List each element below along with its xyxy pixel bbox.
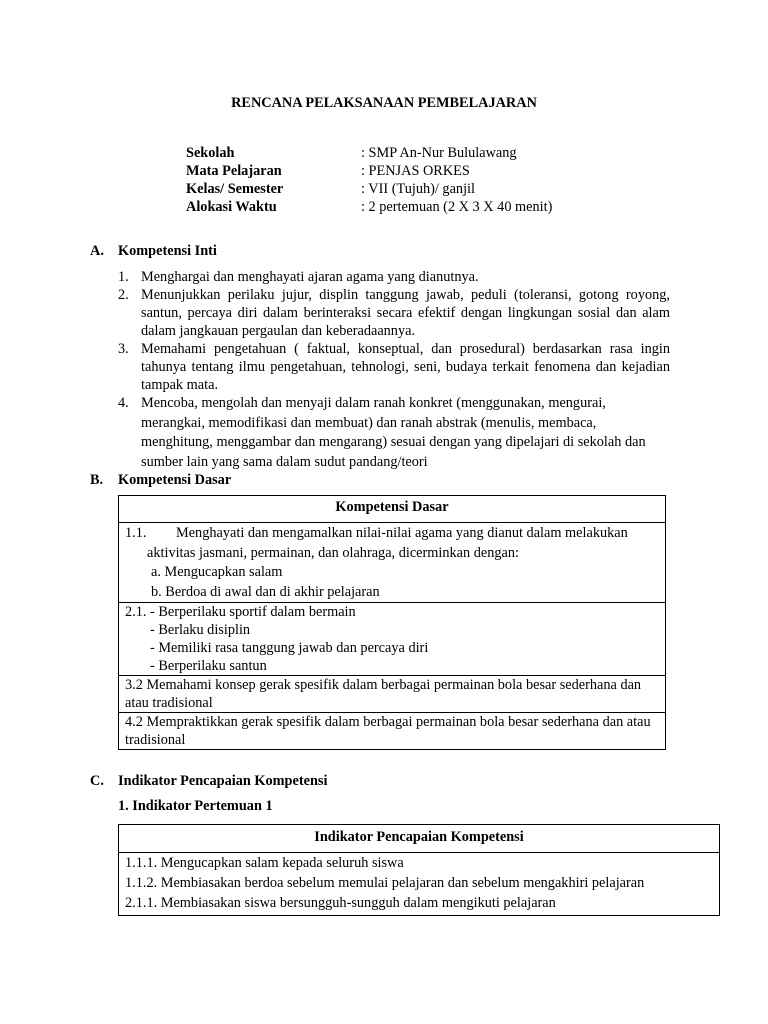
indicator-item: 2.1.1. Membiasakan siswa bersungguh-sungguh dalam mengikuti pelajaran [125,895,556,911]
indikator-table [118,824,720,916]
kd-subitem-b: b. Berdoa di awal dan di akhir pelajaran [151,583,380,600]
list-number: 3. [118,341,129,357]
identity-row-school [186,144,552,162]
kd-cell-1 [119,523,666,603]
kd-2-line: 2.1. - Berperilaku sportif dalam bermain [125,604,356,620]
kd-2-line: - Memiliki rasa tanggung jawab dan percaya diri [150,640,429,656]
list-text: Mencoba, mengolah dan menyaji dalam ranah konkret (menggunakan, mengurai, merangkai, memodifikasi dan membuat) dan ranah abstrak (menulis, membaca, menghitung, menggambar dan mengarang) sesuai dengan yang dipelajari di sekolah dan sumber lain yang sama dalam sudut pandang/teori [141,395,646,470]
list-item [118,286,670,340]
kd-continuation: aktivitas jasmani, permainan, dan olahraga, dicerminkan dengan: [147,544,519,561]
identity-row-subject [186,162,552,180]
table-header: Kompetensi Dasar [119,496,666,523]
table-header: Indikator Pencapaian Kompetensi [119,825,720,853]
table-row [119,713,666,750]
identity-label: Mata Pelajaran [186,163,282,179]
kd-2-line: - Berlaku disiplin [150,622,251,638]
indicator-item: 1.1.1. Mengucapkan salam kepada seluruh siswa [125,855,404,871]
identity-row-class [186,180,552,198]
identity-value: : PENJAS ORKES [361,163,470,179]
list-number: 4. [118,395,129,411]
identity-label: Sekolah [186,145,235,161]
identity-value: : 2 pertemuan (2 X 3 X 40 menit) [361,199,553,215]
identity-value: : SMP An-Nur Bululawang [361,145,517,161]
kd-text: Menghayati dan mengamalkan nilai-nilai agama yang dianut dalam melakukan [176,525,628,541]
kd-1-line [125,524,659,544]
list-item [118,268,670,286]
kd-subitem-a: a. Mengucapkan salam [151,564,283,580]
kd-cell-3: 3.2 Memahami konsep gerak spesifik dalam berbagai permainan bola besar sederhana dan atau tradisional [119,676,666,713]
indicator-subheading: 1. Indikator Pertemuan 1 [118,798,273,814]
list-text: Menunjukkan perilaku jujur, displin tanggung jawab, peduli (toleransi, gotong royong, santun, percaya diri dalam berinteraksi secara efektif dengan lingkungan sosial dan alam dalam jangkauan pergaulan dan keberadaannya. [141,287,670,339]
kompetensi-inti-list [118,268,670,472]
section-title: Kompetensi Dasar [118,472,232,488]
identity-block [186,144,552,216]
list-item [118,394,670,472]
document-title: RENCANA PELAKSANAAN PEMBELAJARAN [231,95,537,111]
indicator-cell [119,853,720,916]
table-row [119,603,666,676]
section-a-heading [90,242,217,260]
section-c-heading [90,772,327,790]
section-title: Indikator Pencapaian Kompetensi [118,773,328,789]
section-letter: A. [90,243,104,259]
kd-number: 1.1. [125,525,147,541]
section-letter: B. [90,472,104,488]
list-number: 1. [118,269,129,285]
identity-value: : VII (Tujuh)/ ganjil [361,181,475,197]
kd-2-line: - Berperilaku santun [150,658,267,674]
kd-cell-4: 4.2 Mempraktikkan gerak spesifik dalam berbagai permainan bola besar sederhana dan atau tradisional [119,713,666,750]
table-row [119,853,720,916]
indicator-item: 1.1.2. Membiasakan berdoa sebelum memulai pelajaran dan sebelum mengakhiri pelajaran [125,875,645,891]
identity-label: Kelas/ Semester [186,181,284,197]
kd-cell-2 [119,603,666,676]
section-b-heading [90,471,231,489]
kompetensi-dasar-table [118,495,666,750]
section-title: Kompetensi Inti [118,243,217,259]
identity-label: Alokasi Waktu [186,199,277,215]
list-item [118,340,670,394]
list-number: 2. [118,287,129,303]
section-letter: C. [90,773,104,789]
table-row [119,676,666,713]
table-row [119,523,666,603]
identity-row-time [186,198,552,216]
list-text: Memahami pengetahuan ( faktual, konseptual, dan prosedural) berdasarkan rasa ingin tahunya tentang ilmu pengetahuan, tehnologi, seni, budaya terkait fenomena dan kejadian tampak mata. [141,341,670,393]
list-text: Menghargai dan menghayati ajaran agama yang dianutnya. [141,269,479,285]
